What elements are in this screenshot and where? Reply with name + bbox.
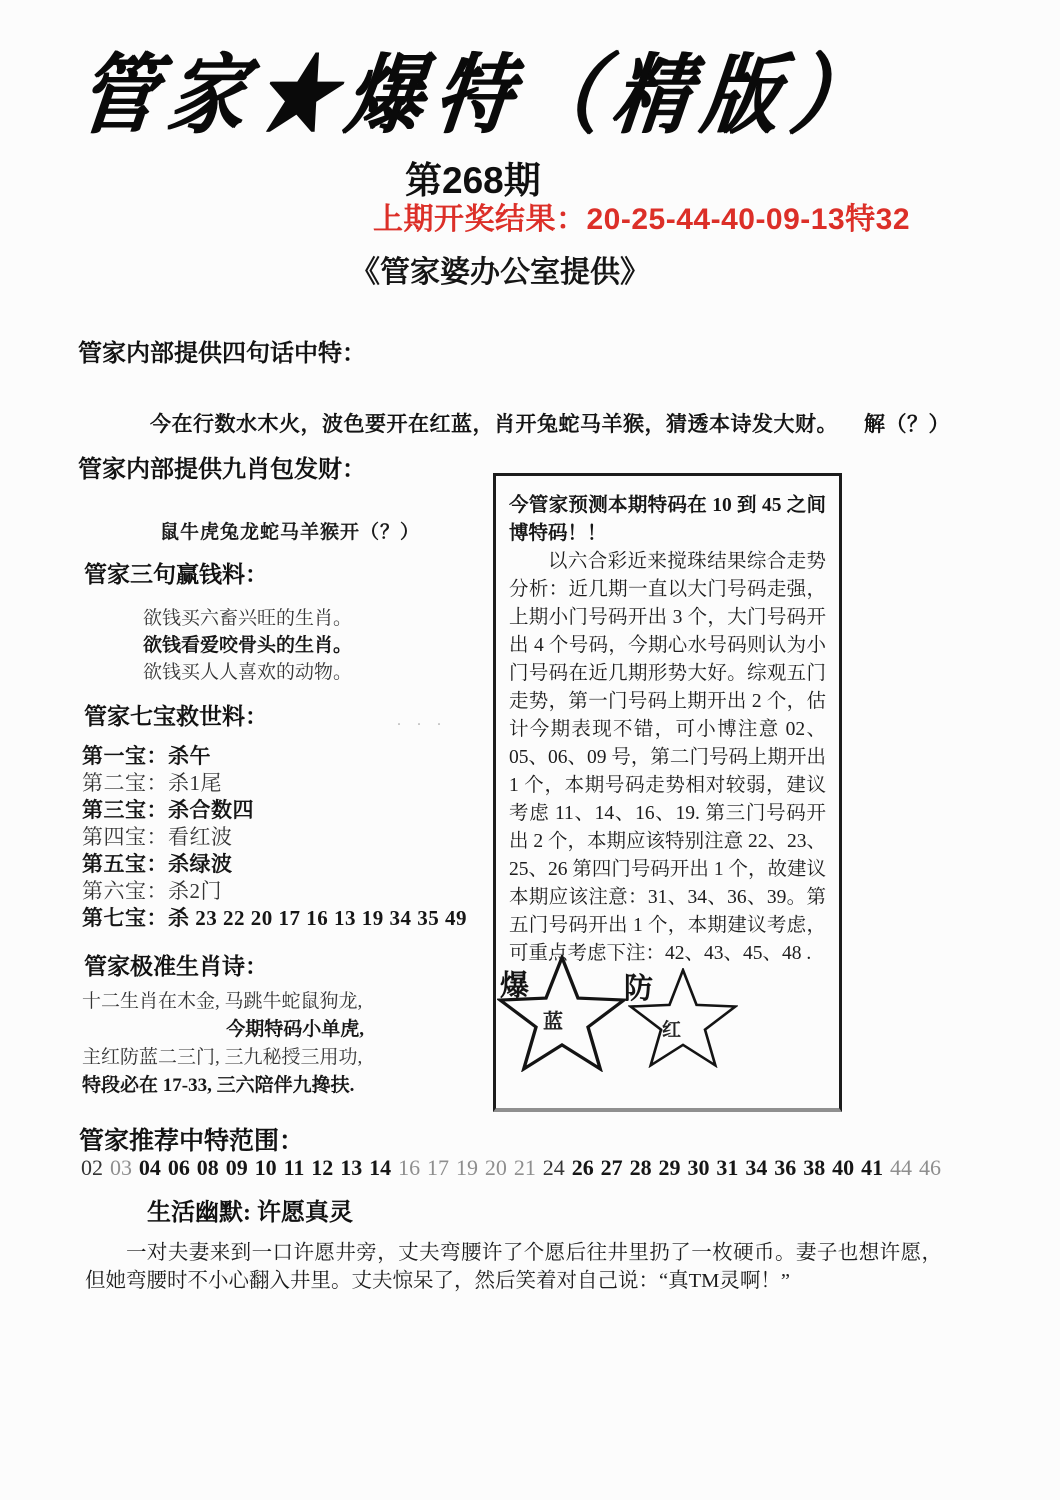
heading-recommend-range: 管家推荐中特范围： <box>79 1128 305 1155</box>
list-item: 特段必在 17-33, 三六陪伴九搀扶. <box>82 1075 355 1096</box>
burst-label: 爆 <box>500 970 530 1002</box>
heading-four-sentences: 管家内部提供四句话中特： <box>78 341 366 367</box>
number-cell: 27 <box>600 1155 623 1180</box>
number-cell: 02 <box>81 1155 103 1180</box>
list-item: 欲钱买人人喜欢的动物。 <box>143 662 353 683</box>
provider-line: 《管家婆办公室提供》 <box>350 256 650 289</box>
list-item: 第二宝：杀1尾 <box>82 771 222 795</box>
heading-seven-treasures: 管家七宝救世料： <box>84 704 268 729</box>
humor-heading: 生活幽默: 许愿真灵 <box>147 1200 353 1226</box>
issue-number: 第268期 <box>405 160 541 201</box>
number-cell: 11 <box>283 1155 305 1180</box>
four-sentences-text: 今在行数水木火，波色要开在红蓝，肖开兔蛇马羊猴，猜透本诗发大财。 <box>150 412 838 436</box>
blue-star-text: 蓝 <box>543 1011 563 1033</box>
list-item: 第四宝：看红波 <box>82 825 233 849</box>
number-cell: 34 <box>745 1155 768 1180</box>
number-cell: 44 <box>890 1155 913 1180</box>
number-cell: 24 <box>542 1155 565 1180</box>
number-cell: 08 <box>196 1155 219 1180</box>
list-item: 欲钱买六畜兴旺的生肖。 <box>143 608 353 629</box>
treasure-list <box>82 743 482 932</box>
recommend-numbers <box>81 1155 941 1181</box>
red-star-icon <box>628 968 738 1068</box>
scan-artifact-dots: . . . <box>397 712 447 729</box>
number-cell: 36 <box>774 1155 797 1180</box>
last-draw-result: 上期开奖结果：20-25-44-40-09-13特32 <box>373 203 911 236</box>
four-sentences-solution: 解（？） <box>864 412 950 436</box>
number-cell: 40 <box>832 1155 855 1180</box>
number-cell: 04 <box>138 1155 161 1180</box>
heading-zodiac-poem: 管家极准生肖诗： <box>84 954 268 979</box>
list-item: 今期特码小单虎, <box>226 1019 364 1040</box>
number-cell: 28 <box>629 1155 652 1180</box>
masthead-title: 管家★爆特（精版） <box>73 44 887 146</box>
number-cell: 31 <box>716 1155 739 1180</box>
nine-zodiac-line: 鼠牛虎兔龙蛇马羊猴开（？） <box>160 522 421 543</box>
list-item: 第三宝：杀合数四 <box>82 798 254 822</box>
four-sentences-line <box>150 408 950 438</box>
number-cell: 17 <box>427 1155 450 1180</box>
list-item: 第一宝：杀午 <box>82 744 211 768</box>
prediction-intro: 今管家预测本期特码在 10 到 45 之间博特码！！ <box>509 495 826 544</box>
number-cell: 13 <box>340 1155 363 1180</box>
prediction-analysis: 以六合彩近来搅珠结果综合走势分析：近几期一直以大门号码走强，上期小门号码开出 3 个，大门号码开出 4 个号码，今期心水号码则认为小门号码在近几期形势大好。综观五门走势，第一门号码上期开出 2 个，估计今期表现不错，可小博注意 02、05、06、09 号，第二门号码上期开出 1 个，本期号码走势相对较弱，建议考虑 11、14、16、19. 第三门号码开出 2 个，本期应该特别注意 22、23、25、26 第四门号码开出 1 个，故建议本期应该注意：31、34、36、39。第五门号码开出 1 个，本期建议考虑，可重点考虑下注：42、43、45、48 . <box>509 551 826 964</box>
number-cell: 46 <box>918 1155 941 1180</box>
number-cell: 19 <box>455 1155 478 1180</box>
humor-body: 一对夫妻来到一口许愿井旁，丈夫弯腰许了个愿后往井里扔了一枚硬币。妻子也想许愿，但她弯腰时不小心翻入井里。丈夫惊呆了，然后笑着对自己说：“真TM灵啊！” <box>85 1242 942 1292</box>
number-cell: 30 <box>687 1155 710 1180</box>
number-cell: 10 <box>254 1155 277 1180</box>
number-cell: 03 <box>109 1155 132 1180</box>
number-cell: 14 <box>369 1155 392 1180</box>
guard-label: 防 <box>624 973 654 1005</box>
list-item: 第五宝：杀绿波 <box>82 852 233 876</box>
zodiac-poem-list <box>82 988 364 1100</box>
number-cell: 09 <box>225 1155 248 1180</box>
list-item: 第六宝：杀2门 <box>82 879 222 903</box>
number-cell: 20 <box>484 1155 507 1180</box>
heading-three-win: 管家三句赢钱料： <box>84 562 268 587</box>
number-cell: 21 <box>513 1155 536 1180</box>
number-cell: 26 <box>571 1155 594 1180</box>
list-item: 主红防蓝二三门, 三九秘授三用功, <box>82 1047 363 1068</box>
red-star-text: 红 <box>662 1020 682 1041</box>
list-item: 十二生肖在木金, 马跳牛蛇鼠狗龙, <box>82 991 363 1012</box>
number-cell: 16 <box>398 1155 421 1180</box>
number-cell: 38 <box>803 1155 826 1180</box>
list-item: 欲钱看爱咬骨头的生肖。 <box>143 635 353 656</box>
number-cell: 29 <box>658 1155 681 1180</box>
number-cell: 12 <box>311 1155 334 1180</box>
number-cell: 41 <box>861 1155 884 1180</box>
list-item: 第七宝：杀 23 22 20 17 16 13 19 34 35 49 <box>82 906 467 930</box>
number-cell: 06 <box>167 1155 190 1180</box>
three-win-list <box>143 605 403 686</box>
heading-nine-zodiac: 管家内部提供九肖包发财： <box>78 457 366 483</box>
